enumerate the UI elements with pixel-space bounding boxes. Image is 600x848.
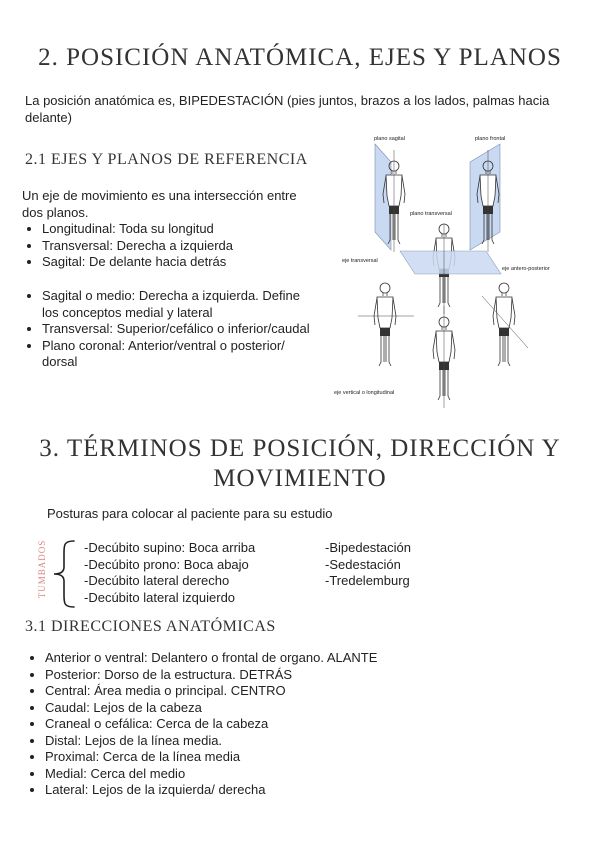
section-2-1-title: 2.1 EJES Y PLANOS DE REFERENCIA	[25, 151, 308, 168]
list-item: • Anterior o ventral: Delantero o frontal de organo. ALANTE	[45, 650, 585, 667]
postures-intro: Posturas para colocar al paciente para su estudio	[47, 506, 333, 521]
label-eje-vertical: eje vertical o longitudinal	[334, 390, 395, 396]
list-item: • Transversal: Derecha a izquierda	[42, 238, 332, 255]
anatomical-planes-illustration	[328, 128, 578, 413]
list-item: • Medial: Cerca del medio	[45, 766, 585, 783]
list-item: • Plano coronal: Anterior/ventral o posterior/ dorsal	[42, 338, 317, 371]
list-item: -Decúbito supino: Boca arriba	[84, 540, 256, 555]
list-item: • Proximal: Cerca de la línea media	[45, 749, 585, 766]
list-item: • Sagital: De delante hacia detrás	[42, 254, 332, 271]
list-item: -Decúbito lateral izquierdo	[84, 589, 236, 605]
label-eje-anteroposterior: eje antero-posterior	[502, 266, 550, 272]
list-item: • Longitudinal: Toda su longitud	[42, 221, 332, 238]
list-item: • Caudal: Lejos de la cabeza	[45, 700, 585, 717]
label-plano-transversal: plano transversal	[410, 211, 452, 217]
axis-definition: Un eje de movimiento es una intersección entre dos planos.	[22, 188, 297, 220]
label-plano-sagital: plano sagital	[374, 136, 405, 142]
other-postures-list	[325, 540, 411, 590]
list-item: -Sedestación	[325, 556, 401, 572]
section-2-intro: La posición anatómica es, BIPEDESTACIÓN (pies juntos, brazos a los lados, palmas hacia delante)	[25, 93, 550, 125]
list-item: • Sagital o medio: Derecha a izquierda. Define los conceptos medial y lateral	[42, 288, 317, 321]
list-item: • Distal: Lejos de la línea media.	[45, 733, 585, 750]
directions-list	[25, 650, 585, 799]
list-item: -Bipedestación	[325, 540, 411, 555]
label-eje-transversal: eje transversal	[342, 258, 378, 264]
section-3-title	[0, 434, 600, 494]
section-3-title-line-1: 3. TÉRMINOS DE POSICIÓN, DIRECCIÓN Y	[39, 435, 561, 462]
tumbados-list	[84, 540, 255, 606]
list-item: • Lateral: Lejos de la izquierda/ derecha	[45, 782, 585, 799]
list-item: • Posterior: Dorso de la estructura. DETRÁS	[45, 667, 585, 684]
curly-brace-icon	[50, 539, 80, 609]
section-2-title: 2. POSICIÓN ANATÓMICA, EJES Y PLANOS	[38, 44, 562, 71]
label-plano-frontal: plano frontal	[475, 136, 506, 142]
list-item: -Decúbito prono: Boca abajo	[84, 556, 249, 572]
list-item: • Craneal o cefálica: Cerca de la cabeza	[45, 716, 585, 733]
list-item: • Central: Área media o principal. CENTRO	[45, 683, 585, 700]
section-3-1-title: 3.1 DIRECCIONES ANATÓMICAS	[25, 618, 276, 635]
planes-list	[22, 288, 317, 371]
list-item: -Tredelemburg	[325, 573, 410, 588]
list-item: -Decúbito lateral derecho	[84, 573, 230, 588]
list-item: • Transversal: Superior/cefálico o inferior/caudal	[42, 321, 317, 338]
tumbados-label: TUMBADOS	[37, 539, 47, 599]
section-3-title-line-2: MOVIMIENTO	[213, 465, 387, 492]
axes-list	[22, 221, 332, 271]
